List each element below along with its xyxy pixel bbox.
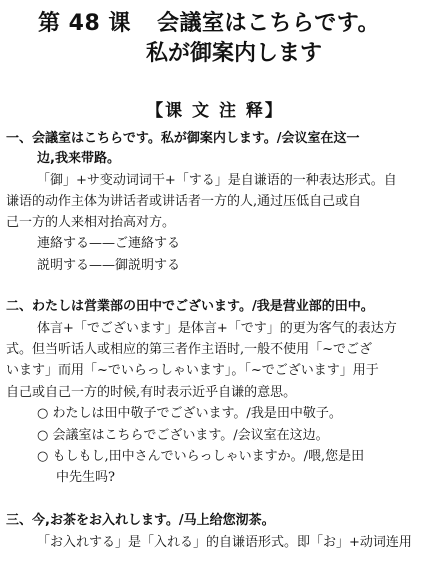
note-1-body-line: 「御」+サ变动词词干+「する」是自谦语的一种表达形式。自 [37, 173, 397, 188]
note-2-example-cont: 中先生吗? [56, 470, 115, 485]
note-2-body-line: 式。但当听话人或相应的第三者作主语时,一般不使用「~でござ [6, 342, 373, 357]
note-3-heading: 三、今,お茶をお入れします。/马上给您沏茶。 [6, 513, 275, 528]
note-2-heading: 二、わたしは営業部の田中でございます。/我是营业部的田中。 [6, 299, 374, 314]
note-1-body-line: 谦语的动作主体为讲话者或讲话者一方的人,通过压低自己或自 [6, 194, 362, 209]
lesson-number: 第 48 课 [38, 11, 131, 36]
note-3-body-line: 「お入れする」是「入れる」的自谦语形式。即「お」+动词连用 [37, 535, 412, 550]
note-1-example: 説明する——御説明する [37, 258, 181, 273]
section-heading: 【课 文 注 释】 [146, 101, 284, 121]
note-1-body-line: 己一方的人来相对抬高对方。 [6, 215, 176, 230]
note-1-heading-cont: 边,我来带路。 [37, 151, 120, 166]
note-2-example: ○ 会議室はこちらでございます。/会议室在这边。 [37, 428, 329, 443]
note-1-example: 連絡する——ご連絡する [37, 236, 181, 251]
lesson-title-line2: 私が御案内します [146, 41, 323, 66]
note-1-heading: 一、会議室はこちらです。私が御案内します。/会议室在这一 [6, 131, 360, 146]
note-2-body-line: います」而用「~でいらっしゃいます」。「~でございます」用于 [6, 363, 379, 378]
note-2-example: ○ わたしは田中敬子でございます。/我是田中敬子。 [37, 406, 342, 421]
lesson-title [38, 6, 380, 37]
note-2-body-line: 自己或自己一方的时候,有时表示近乎自谦的意思。 [6, 385, 297, 400]
note-2-example: ○ もしもし,田中さんでいらっしゃいますか。/喂,您是田 [37, 449, 365, 464]
note-2-body-line: 体言+「でございます」是体言+「です」的更为客气的表达方 [37, 321, 397, 336]
lesson-title-line1: 会議室はこちらです。 [156, 11, 380, 36]
